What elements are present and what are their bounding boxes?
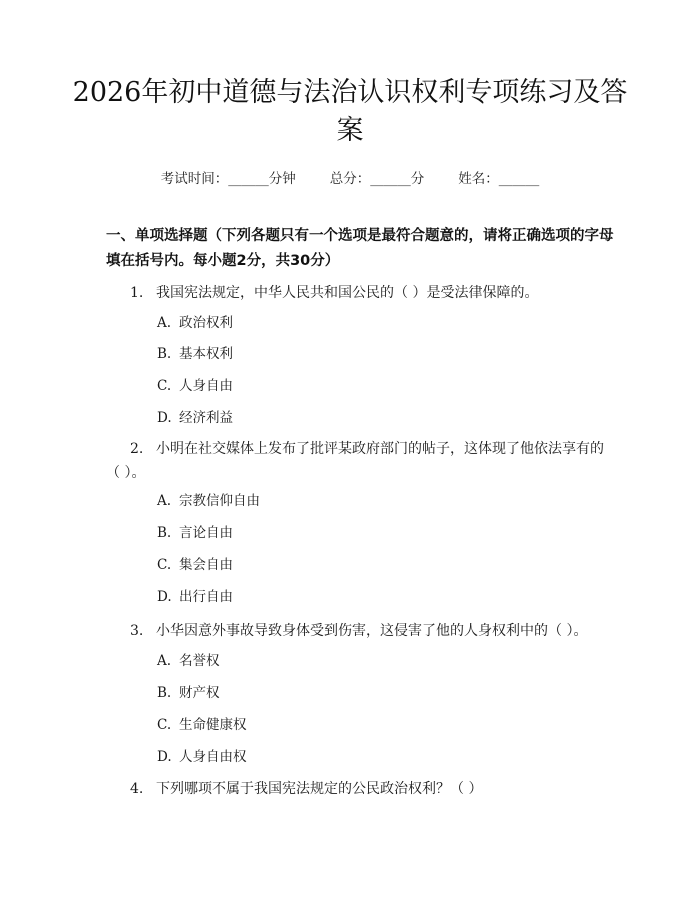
option-letter: A.	[157, 315, 172, 331]
option-text: 经济利益	[179, 410, 233, 426]
question-4	[106, 777, 606, 801]
question-3-option-b	[157, 683, 220, 703]
option-letter: B.	[157, 685, 172, 701]
question-number: 1.	[130, 285, 144, 301]
question-text: 小华因意外事故导致身体受到伤害，这侵害了他的人身权利中的（ ）。	[156, 623, 588, 639]
question-3-option-a	[157, 651, 220, 671]
option-text: 生命健康权	[179, 717, 247, 733]
question-3-option-d	[157, 747, 247, 767]
exam-info	[0, 169, 700, 189]
option-text: 言论自由	[179, 525, 233, 541]
question-1-option-c	[157, 376, 233, 396]
option-letter: C.	[157, 557, 172, 573]
option-text: 人身自由权	[179, 749, 247, 765]
option-text: 财产权	[179, 685, 220, 701]
option-letter: B.	[157, 525, 172, 541]
question-1-option-d	[157, 408, 233, 428]
option-letter: D.	[157, 410, 172, 426]
option-letter: A.	[157, 493, 172, 509]
option-letter: C.	[157, 717, 172, 733]
document-title: 2026年初中道德与法治认识权利专项练习及答案	[72, 77, 628, 146]
option-text: 基本权利	[179, 346, 233, 362]
question-2-option-d	[157, 587, 233, 607]
option-text: 政治权利	[179, 315, 233, 331]
option-letter: C.	[157, 378, 172, 394]
option-letter: D.	[157, 749, 172, 765]
option-letter: A.	[157, 653, 172, 669]
exam-time-label: 考试时间：______分钟	[160, 171, 296, 187]
question-2-option-b	[157, 523, 233, 543]
question-text: 我国宪法规定，中华人民共和国公民的（ ）是受法律保障的。	[156, 285, 539, 301]
total-score-label: 总分：______分	[329, 171, 425, 187]
question-2-option-c	[157, 555, 233, 575]
question-number: 3.	[130, 623, 144, 639]
question-2-option-a	[157, 491, 260, 511]
option-letter: B.	[157, 346, 172, 362]
question-number: 4.	[130, 781, 144, 797]
question-number: 2.	[130, 441, 144, 457]
question-1-option-a	[157, 313, 233, 333]
question-1-option-b	[157, 344, 233, 364]
option-text: 人身自由	[179, 378, 233, 394]
option-text: 集会自由	[179, 557, 233, 573]
question-1	[106, 281, 606, 305]
option-text: 名誉权	[179, 653, 220, 669]
question-3	[106, 619, 606, 643]
option-text: 宗教信仰自由	[179, 493, 260, 509]
question-3-option-c	[157, 715, 247, 735]
question-text: 小明在社交媒体上发布了批评某政府部门的帖子，这体现了他依法享有的（ ）。	[106, 441, 604, 481]
student-name-label: 姓名：______	[458, 171, 540, 187]
option-letter: D.	[157, 589, 172, 605]
question-2	[106, 437, 606, 485]
question-text: 下列哪项不属于我国宪法规定的公民政治权利？（ ）	[156, 781, 483, 797]
section-heading: 一、单项选择题（下列各题只有一个选项是最符合题意的，请将正确选项的字母填在括号内。每小题2分，共30分）	[106, 228, 614, 269]
option-text: 出行自由	[179, 589, 233, 605]
